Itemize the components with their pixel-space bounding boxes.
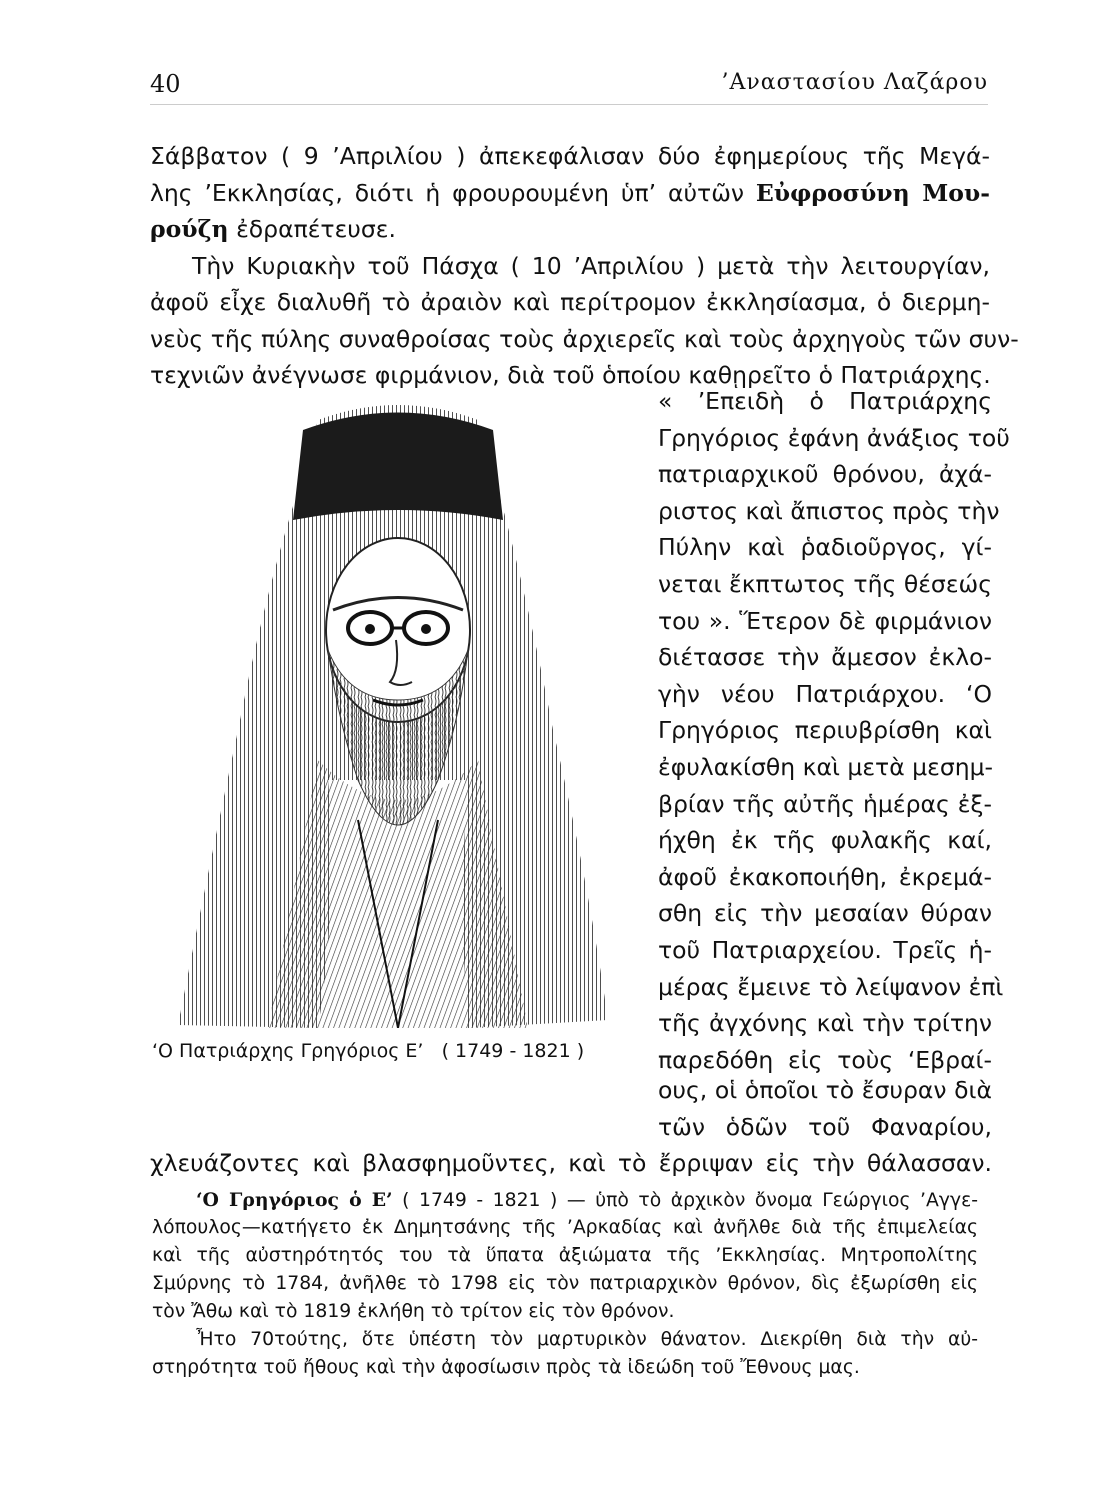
text-line: νεὺς τῆς πύλης συναθροίσας τοὺς ἀρχιερεῖς καὶ τοὺς ἀρχηγοὺς τῶν συν- [150, 324, 1019, 353]
page-number: 40 [150, 70, 181, 98]
text-line: χλευάζοντες καὶ βλασφημοῦντες, καὶ τὸ ἔρριψαν εἰς τὴν θάλασσαν. [150, 1149, 992, 1177]
text-line: γὴν νέου Πατριάρχου. ‘Ο [658, 679, 992, 708]
footnote-line: τὸν Ἄθω καὶ τὸ 1819 ἐκλήθη τὸ τρίτον εἰς τὸν θρόνον. [152, 1301, 675, 1322]
bold-name: ρούζη [150, 215, 229, 243]
footnote-bold-name: ‘Ο Γρηγόριος ὁ Ε’ [196, 1189, 393, 1211]
text-line: παρεδόθη εἰς τοὺς ‘Εβραί- [658, 1045, 992, 1074]
text-line [150, 175, 990, 212]
text-line: Γρηγόριος ἐφάνη ἀνάξιος τοῦ [658, 423, 1010, 452]
text-line: τεχνιῶν ἀνέγνωσε φιρμάνιον, διὰ τοῦ ὁποίου καθῃρεῖτο ὁ Πατριάρχης. [150, 361, 991, 389]
text-span: ( 1749 - 1821 ) — ὑπὸ τὸ ἀρχικὸν ὄνομα Γεώργιος ’Αγγε- [392, 1190, 978, 1211]
body-text [150, 138, 1019, 394]
text-span: λης ’Εκκλησίας, διότι ἡ φρουρουμένη ὑπ’ αὐτῶν [150, 178, 745, 207]
patriarch-portrait [168, 400, 623, 1028]
text-line: μέρας ἔμεινε τὸ λείψανον ἐπὶ [658, 972, 1004, 1001]
footnote-line: Σμύρνης τὸ 1784, ἀνῆλθε τὸ 1798 εἰς τὸν πατριαρχικὸν θρόνον, δὶς ἐξωρίσθη εἰς [152, 1273, 978, 1294]
text-line: ριστος καὶ ἄπιστος πρὸς τὴν [658, 496, 1000, 525]
text-line: διέτασσε τὴν ἄμεσον ἐκλο- [658, 643, 992, 672]
page-header [150, 70, 988, 100]
text-span: ἐδραπέτευσε. [228, 215, 396, 243]
text-line: Τὴν Κυριακὴν τοῦ Πάσχα ( 10 ’Απριλίου ) μετὰ τὴν λειτουργίαν, [192, 251, 990, 280]
text-line: ἀφοῦ ἐκακοποιήθη, ἐκρεμά- [658, 862, 992, 891]
text-line: νεται ἔκπτωτος τῆς θέσεώς [658, 569, 992, 598]
running-author: ’Αναστασίου Λαζάρου [721, 70, 988, 95]
body-text-continued [150, 1072, 992, 1182]
text-line: βρίαν τῆς αὐτῆς ἡμέρας ἐξ- [658, 789, 992, 818]
text-line: τῶν ὁδῶν τοῦ Φαναρίου, [658, 1112, 992, 1141]
footnote-line: καὶ τῆς αὐστηρότητός του τὰ ὕπατα ἀξιώματα τῆς ’Εκκλησίας. Μητροπολίτης [152, 1245, 978, 1266]
text-line: Σάββατον ( 9 ’Απριλίου ) ἀπεκεφάλισαν δύο ἐφημερίους τῆς Μεγά- [150, 142, 990, 170]
text-line [150, 211, 990, 248]
text-line: πατριαρχικοῦ θρόνου, ἀχά- [658, 460, 992, 489]
right-column-text [658, 383, 1010, 1078]
text-line: σθη εἰς τὴν μεσαίαν θύραν [658, 899, 992, 928]
text-line: ήχθη ἐκ τῆς φυλακῆς καί, [658, 826, 992, 855]
text-line: ἐφυλακίσθη καὶ μετὰ μεσημ- [658, 752, 994, 781]
footnote-line: στηρότητα τοῦ ἤθους καὶ τὴν ἀφοσίωσιν πρὸς τὰ ἰδεώδη τοῦ Ἔθνους μας. [152, 1357, 860, 1378]
bold-name: Εὐφροσύνη Μου- [755, 178, 990, 207]
text-line: ους, οἱ ὁποῖοι τὸ ἔσυραν διὰ [658, 1076, 992, 1104]
footnote-line: λόπουλος—κατήγετο ἐκ Δημητσάνης τῆς ’Αρκαδίας καὶ ἀνῆλθε διὰ τῆς ἐπιμελείας [152, 1217, 978, 1238]
text-line: τῆς ἀγχόνης καὶ τὴν τρίτην [658, 1009, 992, 1038]
footnote-line [196, 1186, 978, 1214]
text-line: Πύλην καὶ ῥαδιοῦργος, γί- [658, 533, 992, 562]
text-line: του ». Ἕτερον δὲ φιρμάνιον [658, 606, 992, 635]
footnote-line: Ἦτο 70τούτης, ὅτε ὑπέστη τὸν μαρτυρικὸν θάνατον. Διεκρίθη διὰ τὴν αὐ- [196, 1329, 978, 1350]
text-line: « ’Επειδὴ ὁ Πατριάρχης [658, 387, 992, 415]
portrait-caption: ‘Ο Πατριάρχης Γρηγόριος Ε’ ( 1749 - 1821 ) [152, 1040, 585, 1062]
text-line: Γρηγόριος περιυβρίσθη καὶ [658, 716, 992, 745]
text-line: ἀφοῦ εἶχε διαλυθῆ τὸ ἀραιὸν καὶ περίτρομον ἐκκλησίασμα, ὁ διερμη- [150, 288, 990, 316]
text-line: τοῦ Πατριαρχείου. Τρεῖς ἡ- [658, 935, 992, 964]
footnote [152, 1186, 978, 1382]
header-rule [150, 104, 988, 105]
